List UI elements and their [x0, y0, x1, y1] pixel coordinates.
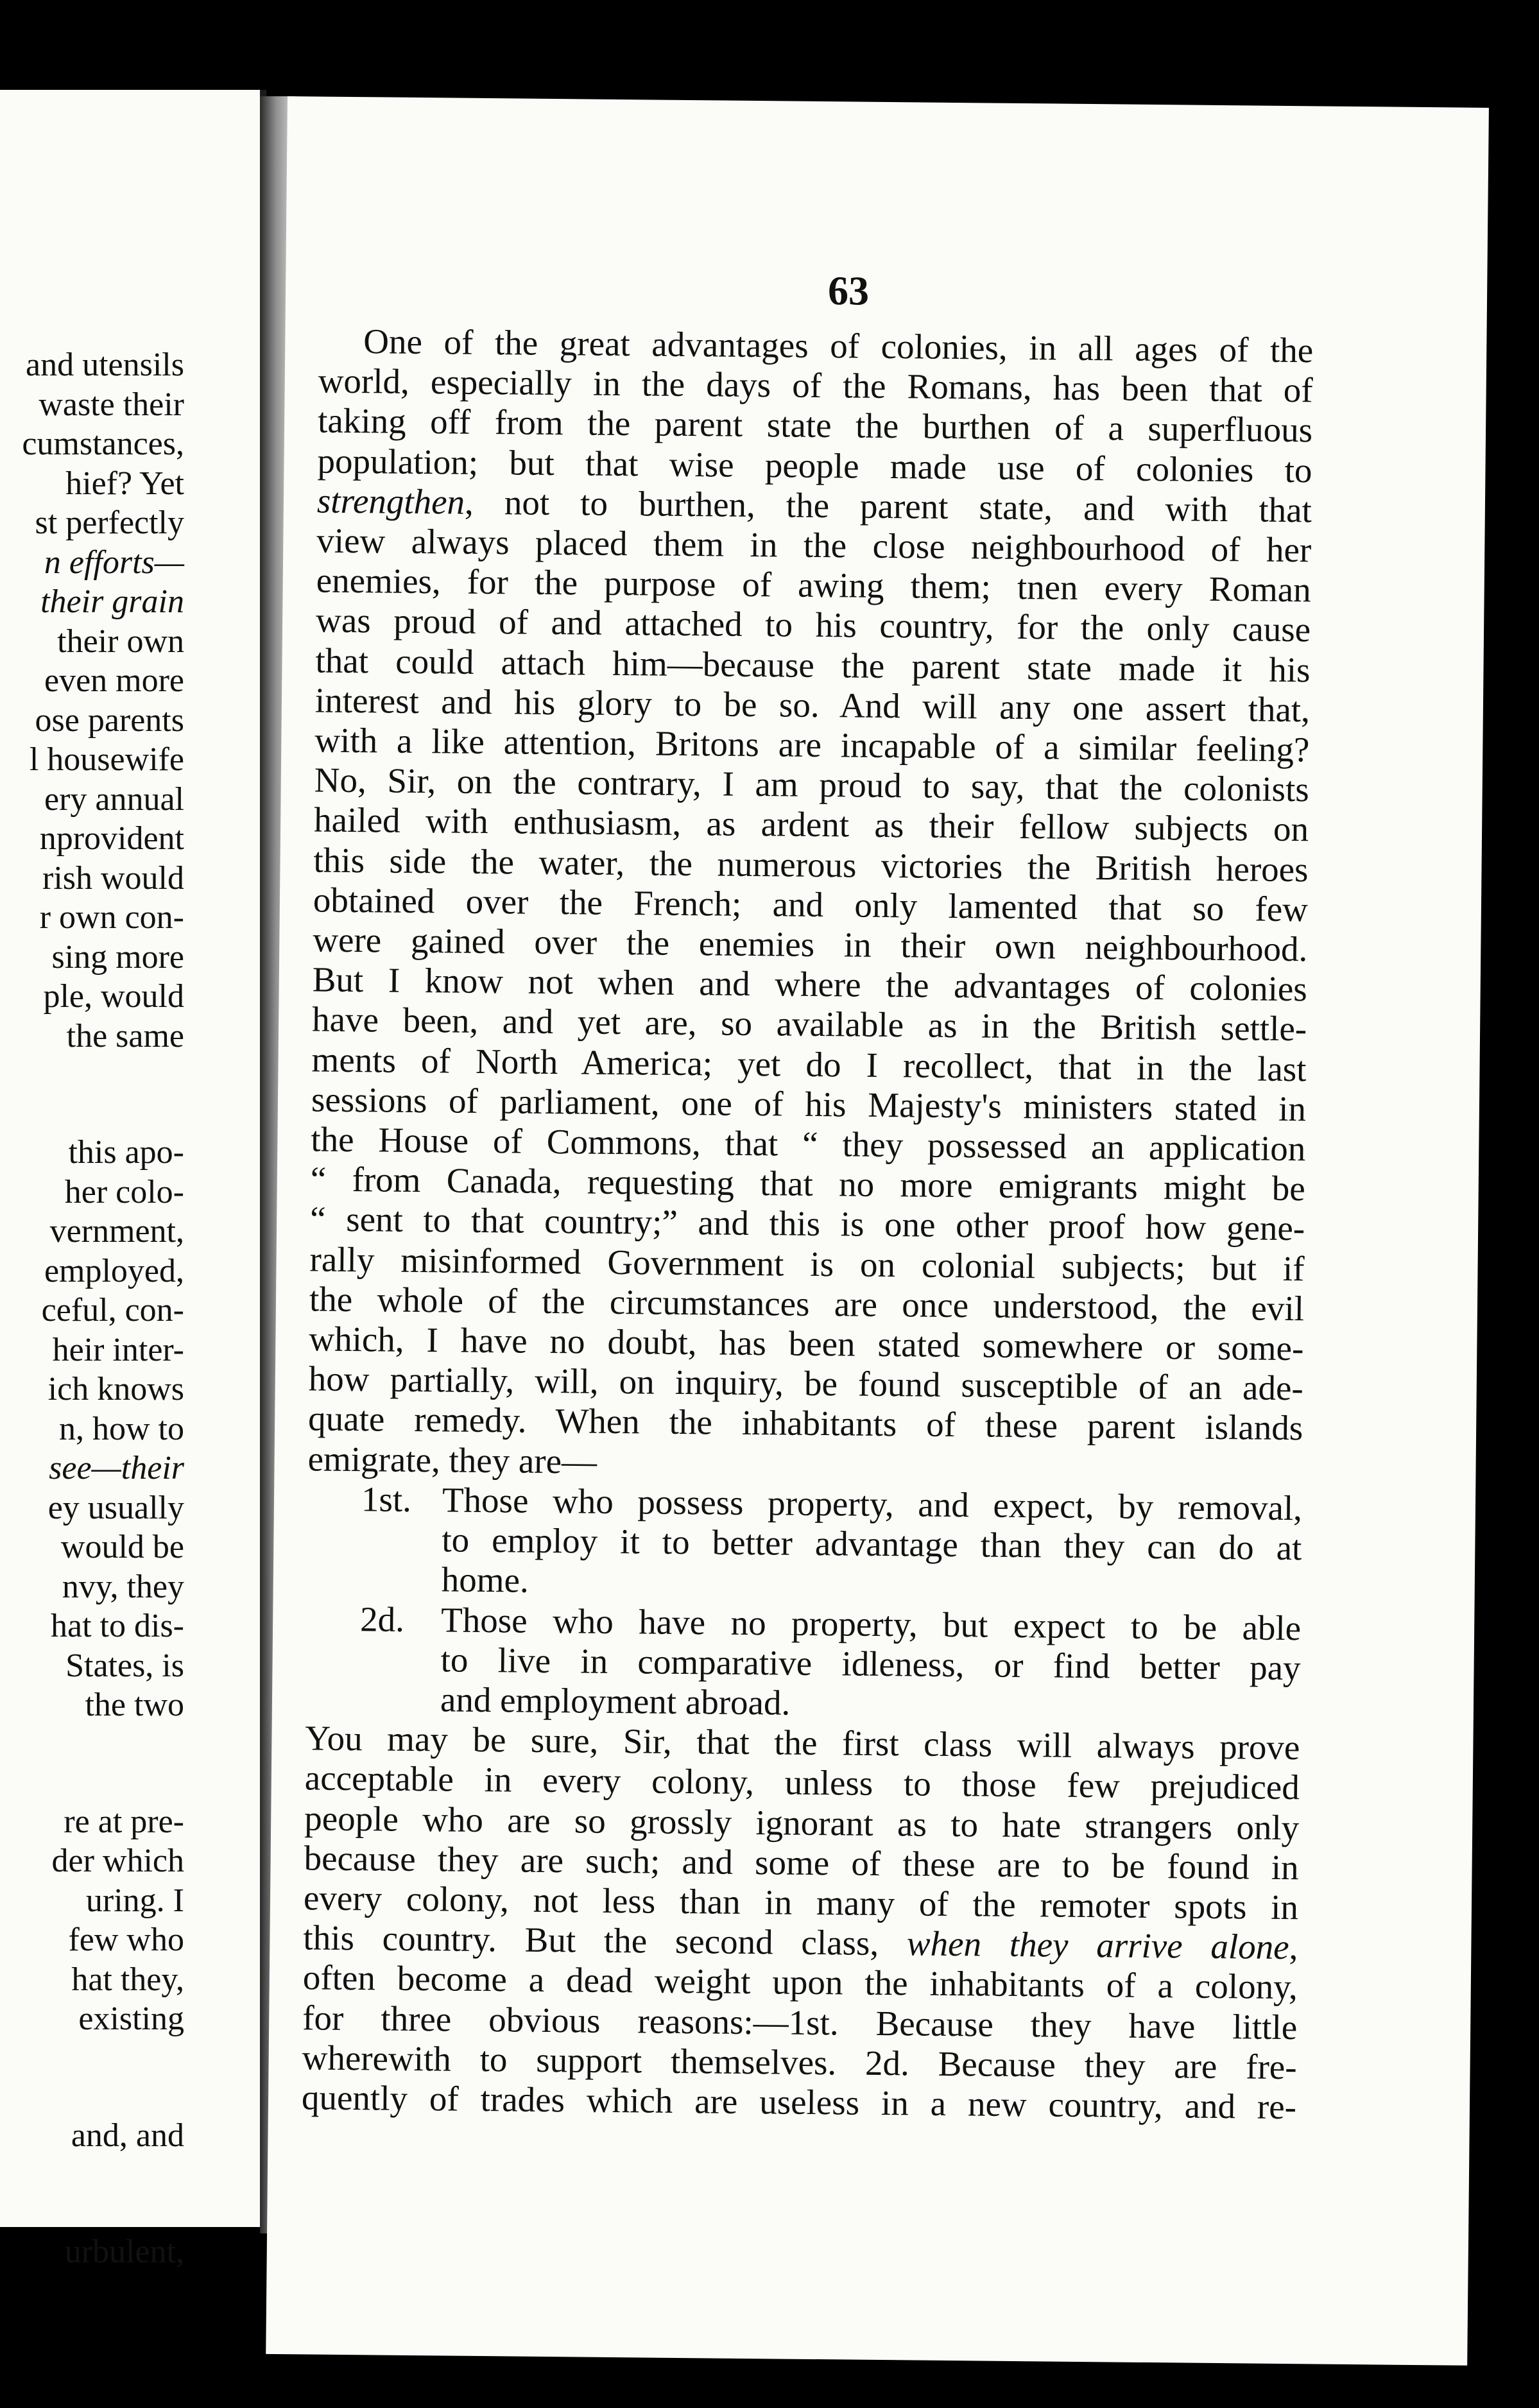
text-line: was proud of and attached to his country, for the only cause — [315, 600, 1311, 649]
paragraph-1 — [307, 321, 1313, 1488]
text-line: which, I have no doubt, has been stated somewhere or some- — [309, 1319, 1304, 1368]
text-line: Those who have no property, but expect to be able — [440, 1599, 1302, 1647]
left-page-line: employed, — [44, 1252, 184, 1289]
left-page-line: the two — [85, 1687, 184, 1723]
text-line: rally misinformed Government is on colonial subjects; but if — [309, 1239, 1305, 1288]
left-page-line: and utensils — [26, 347, 184, 383]
left-page-line: cumstances, — [22, 426, 184, 462]
text-line: ments of North America; yet do I recollect, that in the last — [311, 1040, 1307, 1088]
text-line: this country. But the second class, when they arrive alone, — [303, 1918, 1298, 1967]
text-line: home. — [441, 1560, 529, 1601]
left-page-line: existing — [78, 2000, 184, 2037]
left-page-line: sing more — [51, 938, 184, 976]
text-line: “ from Canada, requesting that no more emigrants might be — [310, 1159, 1306, 1208]
text-line: obtained over the French; and only lamented that so few — [313, 880, 1309, 929]
text-line: enemies, for the purpose of awing them; tnen every Roman — [316, 560, 1311, 610]
text-line: sessions of parliament, one of his Majesty's ministers stated in — [311, 1079, 1307, 1129]
left-page-line: her colo- — [64, 1173, 184, 1210]
emigrant-class-list — [305, 1479, 1303, 1728]
left-page-line: hat they, — [71, 1961, 184, 1998]
right-page — [266, 96, 1489, 2366]
left-page-line: see—their — [49, 1450, 184, 1486]
text-line: acceptable in every colony, unless to those few prejudiced — [304, 1758, 1300, 1807]
text-line: No, Sir, on the contrary, I am proud to say, that the colonists — [314, 760, 1309, 809]
text-line: have been, and yet are, so available as in the British settle- — [311, 999, 1307, 1049]
left-page-line: hat to dis- — [51, 1608, 184, 1644]
text-line: this side the water, the numerous victories the British heroes — [313, 840, 1309, 889]
left-page-line: States, is — [65, 1647, 184, 1684]
text-line: One of the great advantages of colonies, in all ages of the — [363, 322, 1314, 370]
left-page-line: ich knows — [47, 1371, 184, 1407]
left-page-line: this apo- — [68, 1134, 184, 1171]
left-page-line: even more — [44, 662, 184, 699]
page-body-text — [302, 321, 1314, 2127]
left-page-line: nprovident — [39, 820, 184, 857]
text-line: view always placed them in the close neighbourhood of her — [316, 520, 1312, 570]
text-line: the whole of the circumstances are once understood, the evil — [309, 1279, 1305, 1329]
text-line: But I know not when and where the advantages of colonies — [312, 959, 1308, 1009]
text-line: that could attach him—because the parent state made it his — [315, 641, 1311, 689]
left-page-line: their grain — [40, 583, 184, 620]
left-page-line: waste their — [39, 386, 184, 423]
text-line: You may be sure, Sir, that the first class will always prove — [305, 1718, 1300, 1767]
left-page-line: der which — [51, 1843, 184, 1879]
text-line: taking off from the parent state the burthen of a superfluous — [317, 400, 1313, 450]
left-page-line: re at pre- — [64, 1803, 184, 1840]
left-page-line: n, how to — [59, 1410, 184, 1447]
text-line: the House of Commons, that “ they possessed an application — [311, 1119, 1306, 1169]
text-line: for three obvious reasons:—1st. Because they have little — [302, 1997, 1298, 2047]
left-page-line: the same — [66, 1017, 184, 1054]
text-line: population; but that wise people made use of colonies to — [317, 441, 1312, 490]
left-text-block-3 — [1, 1802, 184, 2039]
left-text-block-5 — [1, 2232, 184, 2272]
list-item-number: 2d. — [359, 1599, 405, 1639]
left-page-line: ery annual — [44, 780, 184, 818]
left-page-line: their own — [57, 623, 184, 660]
left-text-block-4 — [1, 2116, 184, 2156]
left-page-line: r own con- — [39, 899, 184, 936]
left-page-line: urbulent, — [64, 2233, 184, 2270]
left-text-block-1 — [1, 345, 184, 1056]
left-page-line: and, and — [71, 2117, 184, 2154]
text-line: world, especially in the days of the Romans, has been that of — [318, 361, 1313, 410]
list-item — [361, 1479, 1303, 1608]
left-page-line: n efforts— — [44, 544, 184, 581]
text-line: to employ it to better advantage than they can do at — [442, 1520, 1302, 1568]
left-page-line: l housewife — [29, 741, 184, 778]
text-line: interest and his glory to be so. And will any one assert that, — [314, 680, 1311, 730]
left-page-line: uring. I — [85, 1882, 184, 1919]
text-line: people who are so grossly ignorant as to hate strangers only — [304, 1798, 1300, 1847]
text-line: to live in comparative idleness, or find better pay — [440, 1640, 1301, 1687]
text-line: emigrate, they are— — [307, 1439, 598, 1481]
list-item-number: 1st. — [361, 1479, 412, 1519]
left-page-line: rish would — [42, 859, 184, 897]
left-page-line: heir inter- — [52, 1331, 184, 1368]
text-line: wherewith to support themselves. 2d. Because they are fre- — [302, 2038, 1297, 2086]
left-text-block-2 — [1, 1133, 184, 1725]
left-page-line: vernment, — [49, 1213, 184, 1250]
text-line: quently of trades which are useless in a new country, and re- — [301, 2077, 1297, 2127]
text-line: because they are such; and some of these are to be found in — [304, 1838, 1299, 1887]
page-number: 63 — [827, 268, 870, 314]
left-page-line: hief? Yet — [65, 465, 184, 502]
left-page-line: st perfectly — [35, 504, 184, 541]
text-line: often become a dead weight upon the inhabitants of a colony, — [302, 1957, 1298, 2007]
text-line: strengthen, not to burthen, the parent state, and with that — [316, 481, 1312, 530]
left-page-fragment — [0, 90, 266, 2270]
text-line: hailed with enthusiasm, as ardent as their fellow subjects on — [313, 800, 1309, 849]
text-line: every colony, not less than in many of the remoter spots in — [303, 1878, 1299, 1927]
list-item — [359, 1599, 1302, 1728]
text-line: Those who possess property, and expect, by removal, — [442, 1480, 1303, 1528]
paragraph-2 — [302, 1718, 1300, 2127]
left-page-line: ey usually — [47, 1489, 184, 1526]
left-page-line: few who — [68, 1922, 184, 1958]
left-page-line: would be — [60, 1529, 184, 1565]
text-line: with a like attention, Britons are incapable of a similar feeling? — [314, 720, 1310, 770]
text-line: were gained over the enemies in their own neighbourhood. — [313, 920, 1308, 969]
left-page-line: ple, would — [43, 978, 184, 1015]
left-page-line: ose parents — [35, 701, 184, 739]
left-page-line: nvy, they — [62, 1568, 184, 1605]
left-page-text — [1, 345, 184, 2272]
left-page-line: ceful, con- — [41, 1292, 184, 1329]
text-line: “ sent to that country;” and this is one other proof how gene- — [309, 1199, 1305, 1248]
text-line: how partially, will, on inquiry, be found susceptible of an ade- — [308, 1359, 1304, 1408]
text-line: quate remedy. When the inhabitants of these parent islands — [307, 1398, 1303, 1448]
text-line: and employment abroad. — [440, 1680, 791, 1723]
